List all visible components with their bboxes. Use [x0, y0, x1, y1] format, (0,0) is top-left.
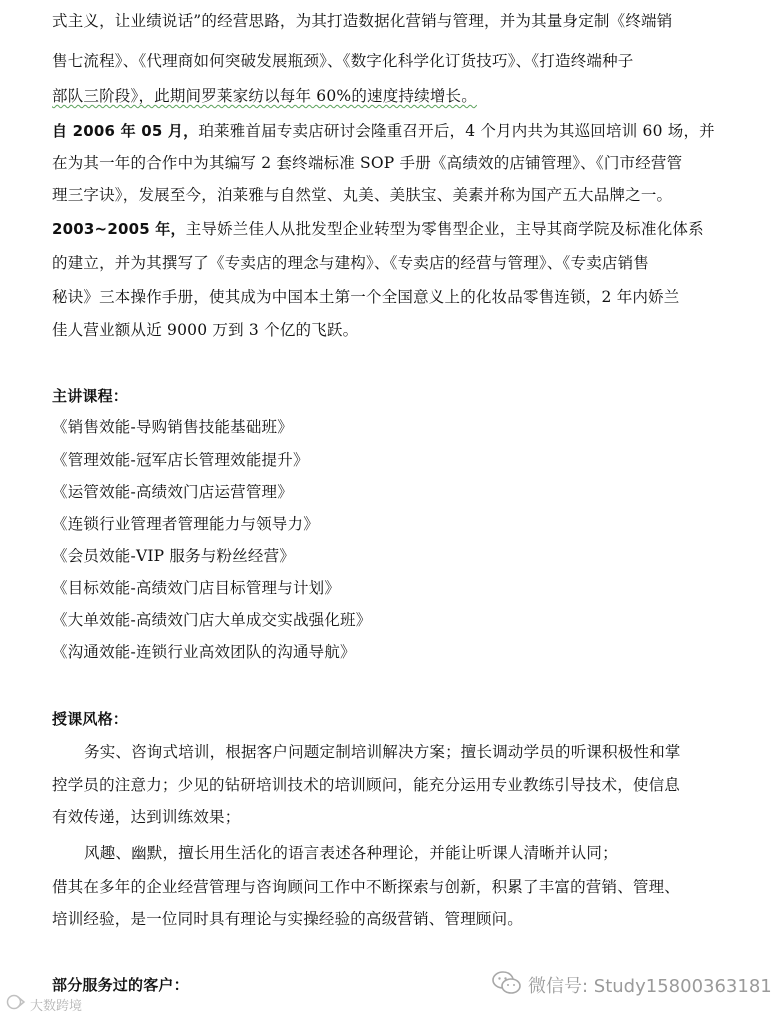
p2006-rest: 珀莱雅首届专卖店研讨会隆重召开后，4 个月内共为其巡回培训 60 场，并: [198, 122, 715, 140]
course-item: 《管理效能-冠军店长管理效能提升》: [52, 451, 309, 469]
intro-line-2: 售七流程》、《代理商如何突破发展瓶颈》、《数字化科学化订货技巧》、《打造终端种子: [52, 52, 634, 70]
intro-line-3-text: 部队三阶段》，此期间罗莱家纺以每年 60%的速度持续增长。: [52, 87, 477, 105]
wechat-id: 微信号: Study15800363181: [528, 976, 772, 997]
site-watermark: [6, 992, 82, 1016]
p2003-rest: 主导娇兰佳人从批发型企业转型为零售型企业，主导其商学院及标准化体系: [185, 220, 704, 238]
p2006-lead: 自 2006 年 05 月，: [52, 122, 199, 140]
course-item: 《运管效能-高绩效门店运营管理》: [52, 483, 293, 501]
course-item: 《大单效能-高绩效门店大单成交实战强化班》: [52, 611, 372, 629]
style-line-6: 培训经验，是一位同时具有理论与实操经验的高级营销、管理顾问。: [52, 910, 524, 928]
clients-heading: 部分服务过的客户：: [52, 976, 189, 994]
wechat-icon: [492, 970, 522, 1001]
course-item: 《销售效能-导购销售技能基础班》: [52, 418, 293, 436]
intro-line-3: [52, 85, 477, 107]
p2003-line-2: 的建立，并为其撰写了《专卖店的理念与建构》、《专卖店的经营与管理》、《专卖店销售: [52, 254, 650, 272]
intro-line-1: 式主义，让业绩说话”的经营思路，为其打造数据化营销与管理，并为其量身定制《终端销: [52, 12, 673, 30]
p2006-line-2: 在为其一年的合作中为其编写 2 套终端标准 SOP 手册《高绩效的店铺管理》、《门市经营管: [52, 154, 683, 172]
site-logo-icon: [6, 993, 26, 1015]
p2003-line-1: [52, 218, 704, 240]
style-line-5: 借其在多年的企业经营管理与咨询顾问工作中不断探索与创新，积累了丰富的营销、管理、: [52, 878, 681, 896]
wechat-watermark: [492, 970, 772, 1000]
course-item: 《会员效能-VIP 服务与粉丝经营》: [52, 547, 296, 565]
p2006-line-3: 理三字诀》，发展至今，泊莱雅与自然堂、丸美、美肤宝、美素并称为国产五大品牌之一。: [52, 186, 673, 204]
p2003-lead: 2003~2005 年，: [52, 220, 186, 238]
p2006-line-1: [52, 120, 715, 142]
style-line-4: 风趣、幽默，擅长用生活化的语言表述各种理论，并能让听课人清晰并认同；: [84, 844, 618, 862]
courses-heading: 主讲课程：: [52, 387, 129, 405]
p2003-line-3: 秘诀》三本操作手册，使其成为中国本土第一个全国意义上的化妆品零售连锁，2 年内娇兰: [52, 288, 680, 306]
style-line-1: 务实、咨询式培训，根据客户问题定制培训解决方案；擅长调动学员的听课积极性和掌: [84, 743, 681, 761]
style-line-3: 有效传递，达到训练效果；: [52, 808, 241, 826]
p2003-line-4: 佳人营业额从近 9000 万到 3 个亿的飞跃。: [52, 321, 359, 339]
style-heading: 授课风格：: [52, 710, 129, 728]
course-item: 《连锁行业管理者管理能力与领导力》: [52, 515, 319, 533]
course-item: 《目标效能-高绩效门店目标管理与计划》: [52, 579, 341, 597]
site-name: 大数跨境: [30, 998, 83, 1014]
course-item: 《沟通效能-连锁行业高效团队的沟通导航》: [52, 643, 356, 661]
style-line-2: 控学员的注意力；少见的钻研培训技术的培训顾问，能充分运用专业教练引导技术，使信息: [52, 776, 681, 794]
